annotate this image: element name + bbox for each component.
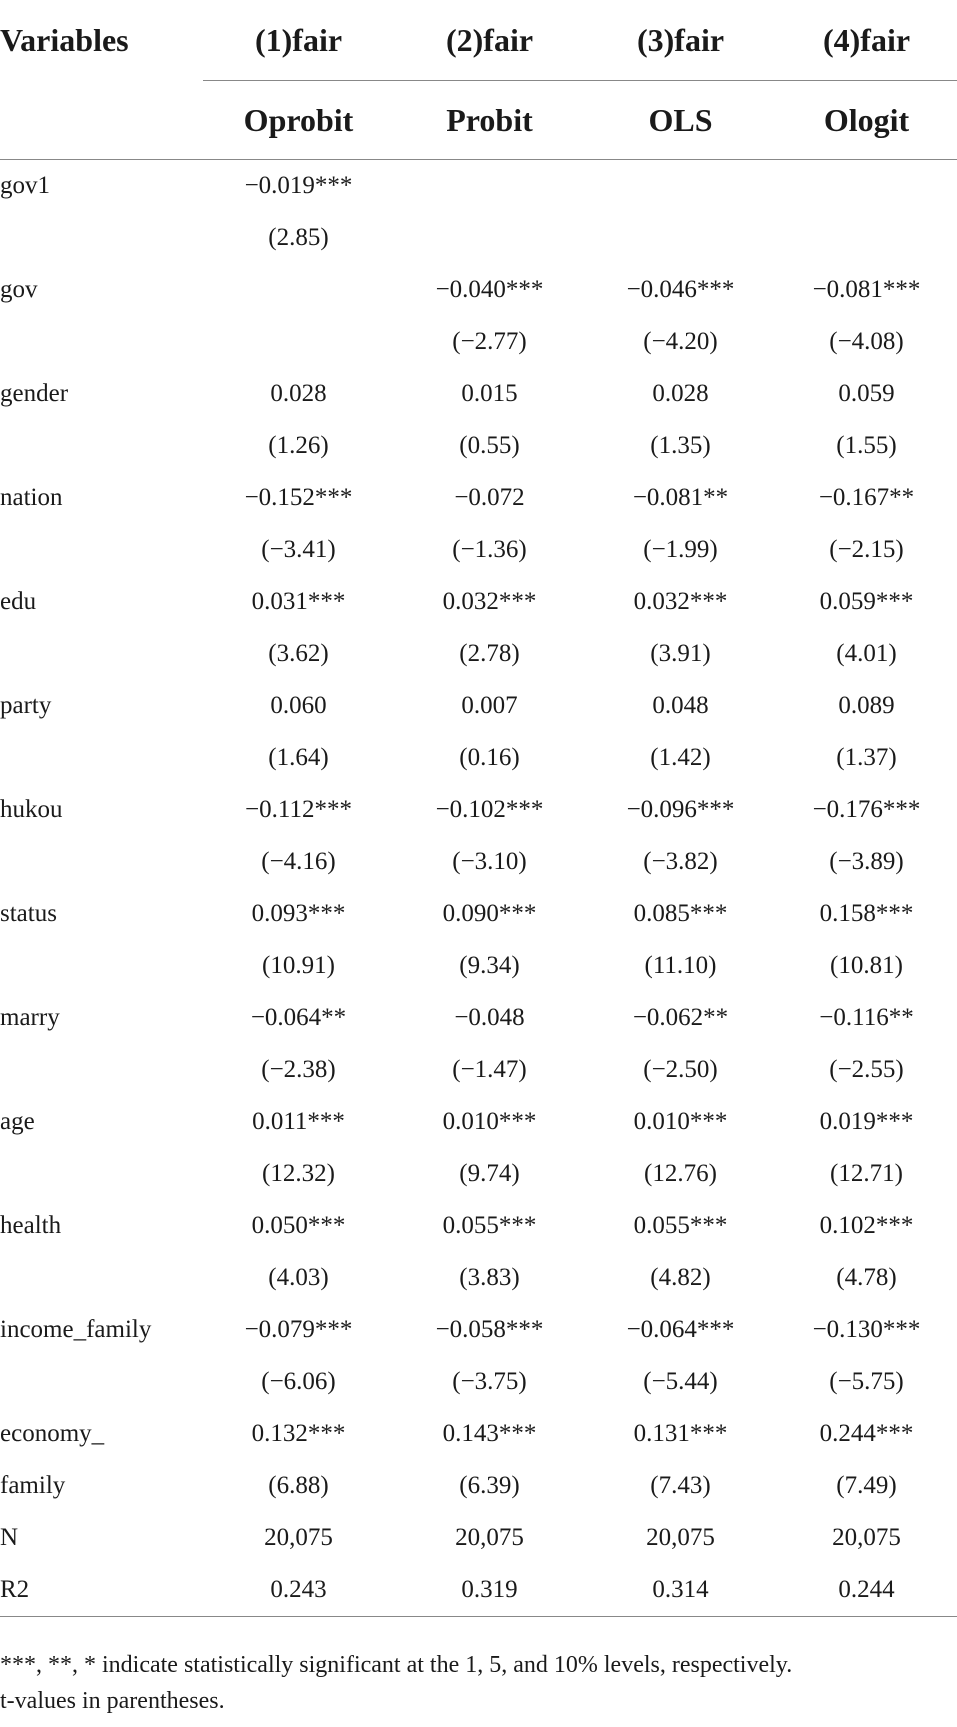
table-row <box>0 472 957 524</box>
header-row-methods <box>0 81 957 160</box>
value-cell-model-2: (−2.77) <box>452 328 527 355</box>
value-cell-model-3: (−1.99) <box>643 536 718 563</box>
value-cell-model-1: (1.64) <box>268 744 329 771</box>
variable-name-cell: gov <box>0 276 38 303</box>
header-spacer <box>0 81 203 160</box>
value-cell-model-3: 20,075 <box>646 1524 715 1551</box>
value-cell-model-3: −0.096*** <box>626 796 735 823</box>
value-cell-model-2: (3.83) <box>459 1264 520 1291</box>
value-cell-model-1: (4.03) <box>268 1264 329 1291</box>
value-cell-model-3: (−3.82) <box>643 848 718 875</box>
value-cell-model-4: −0.081*** <box>812 276 921 303</box>
value-cell-model-2: 20,075 <box>455 1524 524 1551</box>
value-cell-model-1 <box>203 264 394 316</box>
value-cell-model-3 <box>585 160 776 213</box>
value-cell-model-1: (10.91) <box>262 952 335 979</box>
value-cell-model-2: 0.015 <box>461 380 518 407</box>
table-row <box>0 1564 957 1617</box>
table-row <box>0 1200 957 1252</box>
value-cell-model-2: (0.55) <box>459 432 520 459</box>
value-cell-model-2: (−3.10) <box>452 848 527 875</box>
value-cell-model-3: 0.028 <box>652 380 709 407</box>
table-row <box>0 836 957 888</box>
value-cell-model-1: 0.093*** <box>251 900 346 927</box>
table-row <box>0 784 957 836</box>
variable-name-cell <box>0 420 203 472</box>
variable-name-cell: economy_ <box>0 1420 105 1447</box>
table-row <box>0 368 957 420</box>
value-cell-model-1: 0.028 <box>270 380 327 407</box>
value-cell-model-4: −0.116** <box>819 1004 914 1031</box>
value-cell-model-1: (3.62) <box>268 640 329 667</box>
header-row-models <box>0 0 957 81</box>
model-header-2: (2)fair <box>394 0 585 81</box>
value-cell-model-1: 0.031*** <box>251 588 346 615</box>
variable-name-cell <box>0 524 203 576</box>
table-row <box>0 1096 957 1148</box>
value-cell-model-1: 0.132*** <box>251 1420 346 1447</box>
value-cell-model-3: −0.046*** <box>626 276 735 303</box>
table-row <box>0 732 957 784</box>
variable-name-cell <box>0 940 203 992</box>
tvalues-note: t-values in parentheses. <box>0 1688 225 1714</box>
value-cell-model-3: (7.43) <box>650 1472 711 1499</box>
variable-name-cell <box>0 732 203 784</box>
value-cell-model-3: 0.131*** <box>633 1420 728 1447</box>
table-row <box>0 1408 957 1460</box>
value-cell-model-2: (−1.36) <box>452 536 527 563</box>
value-cell-model-4: (−2.55) <box>829 1056 904 1083</box>
significance-note: ***, **, * indicate statistically significant at the 1, 5, and 10% levels, respectively. <box>0 1652 793 1678</box>
variable-name-cell: party <box>0 692 52 719</box>
value-cell-model-2: 0.032*** <box>442 588 537 615</box>
table-row <box>0 1148 957 1200</box>
value-cell-model-3: (3.91) <box>650 640 711 667</box>
value-cell-model-1: 0.060 <box>270 692 327 719</box>
value-cell-model-4: (−5.75) <box>829 1368 904 1395</box>
value-cell-model-3: (11.10) <box>644 952 717 979</box>
value-cell-model-2: (0.16) <box>459 744 520 771</box>
table-row <box>0 1460 957 1512</box>
value-cell-model-2: −0.048 <box>454 1004 525 1031</box>
value-cell-model-4: 0.244*** <box>819 1420 914 1447</box>
value-cell-model-4: (−3.89) <box>829 848 904 875</box>
value-cell-model-3: 0.055*** <box>633 1212 728 1239</box>
value-cell-model-1: −0.152*** <box>244 484 353 511</box>
value-cell-model-2: 0.055*** <box>442 1212 537 1239</box>
method-header-2: Probit <box>394 81 585 160</box>
table-header <box>0 0 957 160</box>
table-row <box>0 1304 957 1356</box>
table-row <box>0 1356 957 1408</box>
value-cell-model-4: (−2.15) <box>829 536 904 563</box>
table-row <box>0 524 957 576</box>
value-cell-model-1: 0.243 <box>203 1564 394 1617</box>
value-cell-model-4: 0.158*** <box>819 900 914 927</box>
value-cell-model-3: 0.085*** <box>633 900 728 927</box>
table-row <box>0 316 957 368</box>
value-cell-model-4: (1.55) <box>836 432 897 459</box>
value-cell-model-1: (6.88) <box>268 1472 329 1499</box>
value-cell-model-1: −0.064** <box>250 1004 347 1031</box>
value-cell-model-1: 0.011*** <box>252 1108 345 1135</box>
value-cell-model-3: 0.048 <box>652 692 709 719</box>
variable-name-cell <box>0 212 203 264</box>
value-cell-model-3: (4.82) <box>650 1264 711 1291</box>
variable-name-cell <box>0 836 203 888</box>
value-cell-model-4: 0.244 <box>776 1564 957 1617</box>
value-cell-model-2: −0.072 <box>454 484 525 511</box>
value-cell-model-4: 0.059*** <box>819 588 914 615</box>
value-cell-model-3: (1.42) <box>650 744 711 771</box>
variable-name-cell: family <box>0 1472 66 1499</box>
value-cell-model-4 <box>776 212 957 264</box>
variable-name-cell <box>0 316 203 368</box>
table-row <box>0 888 957 940</box>
value-cell-model-2 <box>394 212 585 264</box>
variable-name-cell <box>0 1044 203 1096</box>
table-notes <box>0 1647 957 1719</box>
value-cell-model-2: (9.74) <box>459 1160 520 1187</box>
value-cell-model-4: 0.019*** <box>819 1108 914 1135</box>
value-cell-model-4: 20,075 <box>832 1524 901 1551</box>
value-cell-model-2: (−1.47) <box>452 1056 527 1083</box>
method-header-1: Oprobit <box>203 81 394 160</box>
table-row <box>0 212 957 264</box>
value-cell-model-2: (2.78) <box>459 640 520 667</box>
value-cell-model-2: −0.040*** <box>435 276 544 303</box>
variable-name-cell: hukou <box>0 796 63 823</box>
value-cell-model-1: (−2.38) <box>261 1056 336 1083</box>
value-cell-model-4: −0.176*** <box>812 796 921 823</box>
table-row <box>0 576 957 628</box>
value-cell-model-3: 0.314 <box>585 1564 776 1617</box>
value-cell-model-3: (12.76) <box>644 1160 717 1187</box>
value-cell-model-1: −0.079*** <box>244 1316 353 1343</box>
value-cell-model-2: 0.090*** <box>442 900 537 927</box>
value-cell-model-4: −0.167** <box>818 484 915 511</box>
table-row <box>0 1044 957 1096</box>
variable-name-cell <box>0 1252 203 1304</box>
table-row <box>0 992 957 1044</box>
variable-name-cell: N <box>0 1524 19 1551</box>
value-cell-model-2: (9.34) <box>459 952 520 979</box>
value-cell-model-4: (12.71) <box>830 1160 903 1187</box>
table-row <box>0 1512 957 1564</box>
value-cell-model-2: (6.39) <box>459 1472 520 1499</box>
model-header-3: (3)fair <box>585 0 776 81</box>
value-cell-model-1 <box>203 316 394 368</box>
value-cell-model-4: (10.81) <box>830 952 903 979</box>
value-cell-model-2 <box>394 160 585 213</box>
variable-name-cell: income_family <box>0 1316 152 1343</box>
value-cell-model-1: (12.32) <box>262 1160 335 1187</box>
variables-header: Variables <box>0 21 129 58</box>
variable-name-cell: gender <box>0 380 69 407</box>
value-cell-model-4 <box>776 160 957 213</box>
value-cell-model-1: 0.050*** <box>251 1212 346 1239</box>
value-cell-model-1: 20,075 <box>264 1524 333 1551</box>
value-cell-model-2: −0.058*** <box>435 1316 544 1343</box>
variable-name-cell: status <box>0 900 57 927</box>
value-cell-model-3: 0.032*** <box>633 588 728 615</box>
value-cell-model-2: −0.102*** <box>435 796 544 823</box>
table-row <box>0 940 957 992</box>
value-cell-model-3: (−5.44) <box>643 1368 718 1395</box>
value-cell-model-3: −0.062** <box>632 1004 729 1031</box>
value-cell-model-4: (7.49) <box>836 1472 897 1499</box>
variable-name-cell <box>0 628 203 680</box>
value-cell-model-3: −0.064*** <box>626 1316 735 1343</box>
value-cell-model-4: 0.059 <box>838 380 895 407</box>
value-cell-model-2: 0.143*** <box>442 1420 537 1447</box>
variable-name-cell: edu <box>0 588 37 615</box>
value-cell-model-1: −0.019*** <box>244 172 353 199</box>
table-row <box>0 628 957 680</box>
method-header-4: Ologit <box>776 81 957 160</box>
value-cell-model-2: 0.319 <box>394 1564 585 1617</box>
value-cell-model-4: 0.102*** <box>819 1212 914 1239</box>
value-cell-model-4: 0.089 <box>838 692 895 719</box>
value-cell-model-4: (4.78) <box>836 1264 897 1291</box>
variable-name-cell: age <box>0 1108 35 1135</box>
value-cell-model-3: (1.35) <box>650 432 711 459</box>
variable-name-cell: gov1 <box>0 172 50 199</box>
value-cell-model-1: (−3.41) <box>261 536 336 563</box>
value-cell-model-3: (−4.20) <box>643 328 718 355</box>
value-cell-model-1: −0.112*** <box>245 796 352 823</box>
value-cell-model-4: (4.01) <box>836 640 897 667</box>
value-cell-model-4: (−4.08) <box>829 328 904 355</box>
model-header-4: (4)fair <box>776 0 957 81</box>
value-cell-model-4: (1.37) <box>836 744 897 771</box>
value-cell-model-1: (−4.16) <box>261 848 336 875</box>
table-row <box>0 264 957 316</box>
variable-name-cell <box>0 1148 203 1200</box>
table-body <box>0 160 957 1617</box>
value-cell-model-2: (−3.75) <box>452 1368 527 1395</box>
value-cell-model-2: 0.010*** <box>442 1108 537 1135</box>
variable-name-cell: marry <box>0 1004 60 1031</box>
value-cell-model-2: 0.007 <box>461 692 518 719</box>
table-row <box>0 680 957 732</box>
value-cell-model-1: (1.26) <box>268 432 329 459</box>
value-cell-model-4: −0.130*** <box>812 1316 921 1343</box>
variable-name-cell <box>0 1356 203 1408</box>
model-header-1: (1)fair <box>203 0 394 81</box>
table-row <box>0 160 957 213</box>
value-cell-model-1: (2.85) <box>268 224 329 251</box>
value-cell-model-3: −0.081** <box>632 484 729 511</box>
value-cell-model-3: 0.010*** <box>633 1108 728 1135</box>
table-row <box>0 420 957 472</box>
variable-name-cell: nation <box>0 484 63 511</box>
value-cell-model-3: (−2.50) <box>643 1056 718 1083</box>
variable-name-cell: health <box>0 1212 62 1239</box>
variable-name-cell: R2 <box>0 1564 203 1617</box>
value-cell-model-3 <box>585 212 776 264</box>
method-header-3: OLS <box>585 81 776 160</box>
table-row <box>0 1252 957 1304</box>
value-cell-model-1: (−6.06) <box>261 1368 336 1395</box>
